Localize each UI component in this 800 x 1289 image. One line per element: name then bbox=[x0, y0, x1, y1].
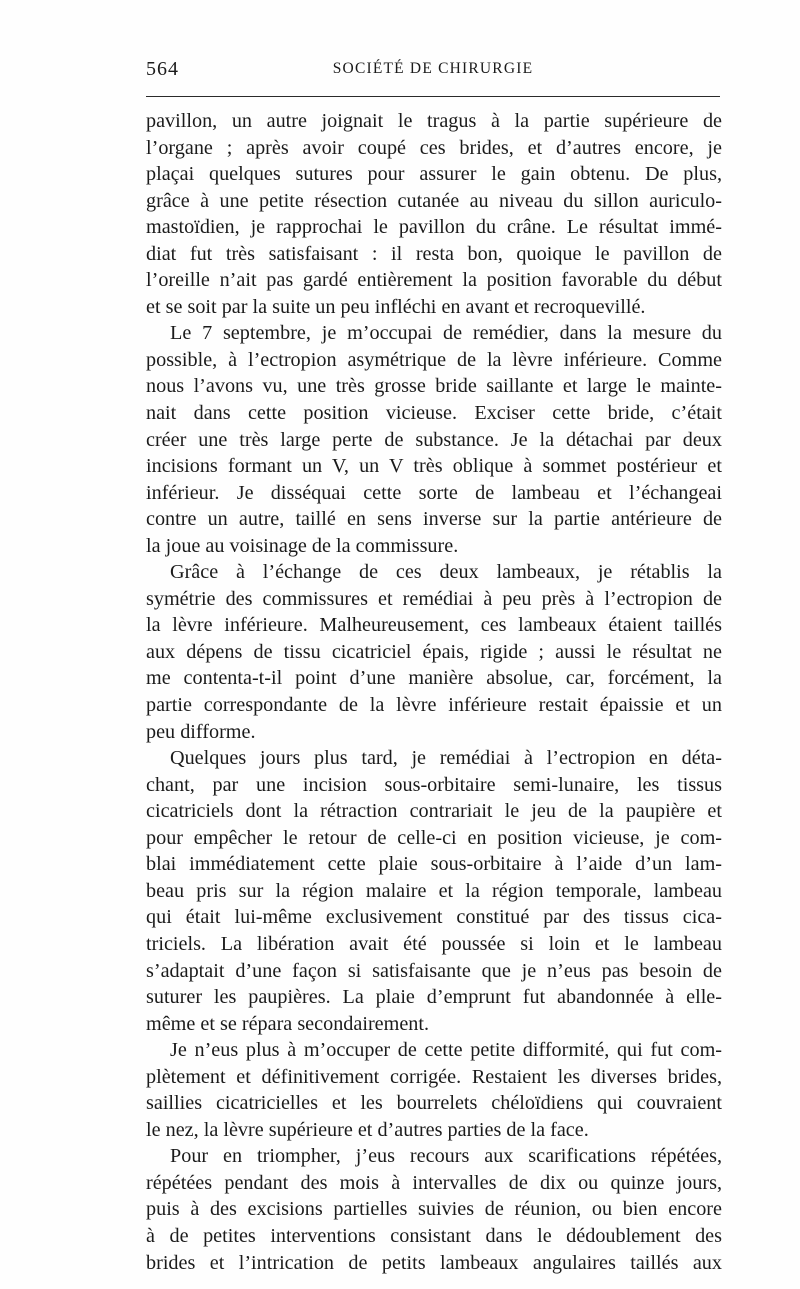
text-line: blai immédiatement cette plaie sous-orbitaire à l’aide d’un lam- bbox=[146, 853, 722, 876]
text-line: Le 7 septembre, je m’occupai de remédier, dans la mesure du bbox=[170, 322, 722, 345]
text-line: diat fut très satisfaisant : il resta bon, quoique le pavillon de bbox=[146, 242, 722, 265]
body-text bbox=[146, 108, 722, 1276]
text-line: Pour en triompher, j’eus recours aux scarifications répétées, bbox=[170, 1145, 722, 1168]
text-line: s’adaptait d’une façon si satisfaisante que je n’eus pas besoin de bbox=[146, 959, 722, 982]
text-line: beau pris sur la région malaire et la région temporale, lambeau bbox=[146, 879, 722, 902]
text-line: plètement et définitivement corrigée. Restaient les diverses brides, bbox=[146, 1065, 722, 1088]
text-line: brides et l’intrication de petits lambeaux angulaires taillés aux bbox=[146, 1251, 722, 1274]
text-line: Quelques jours plus tard, je remédiai à l’ectropion en déta- bbox=[170, 747, 722, 770]
page-header bbox=[146, 58, 720, 82]
text-line: même et se répara secondairement. bbox=[146, 1012, 430, 1035]
text-line: l’oreille n’ait pas gardé entièrement la position favorable du début bbox=[146, 269, 722, 292]
text-line: la joue au voisinage de la commissure. bbox=[146, 534, 459, 557]
text-line: cicatriciels dont la rétraction contrariait le jeu de la paupière et bbox=[146, 800, 722, 823]
text-line: contre un autre, taillé en sens inverse sur la partie antérieure de bbox=[146, 508, 722, 531]
text-line: inférieur. Je disséquai cette sorte de lambeau et l’échangeai bbox=[146, 481, 722, 504]
text-line: mastoïdien, je rapprochai le pavillon du crâne. Le résultat immé- bbox=[146, 216, 722, 239]
text-line: pour empêcher le retour de celle-ci en position vicieuse, je com- bbox=[146, 826, 722, 849]
text-line: me contenta-t-il point d’une manière absolue, car, forcément, la bbox=[146, 667, 722, 690]
text-line: triciels. La libération avait été poussée si loin et le lambeau bbox=[146, 932, 722, 955]
text-line: Je n’eus plus à m’occuper de cette petite difformité, qui fut com- bbox=[170, 1039, 722, 1062]
text-line: créer une très large perte de substance. Je la détachai par deux bbox=[146, 428, 722, 451]
text-line: chant, par une incision sous-orbitaire semi-lunaire, les tissus bbox=[146, 773, 722, 796]
text-line: saillies cicatricielles et les bourrelets chéloïdiens qui couvraient bbox=[146, 1092, 722, 1115]
text-line: à de petites interventions consistant dans le dédoublement des bbox=[146, 1224, 722, 1247]
text-line: la lèvre inférieure. Malheureusement, ces lambeaux étaient taillés bbox=[146, 614, 722, 637]
text-line: symétrie des commissures et remédiai à peu près à l’ectropion de bbox=[146, 587, 722, 610]
text-line: l’organe ; après avoir coupé ces brides, et d’autres encore, je bbox=[146, 136, 722, 159]
header-rule bbox=[146, 96, 720, 97]
text-line: puis à des excisions partielles suivies de réunion, ou bien encore bbox=[146, 1198, 722, 1221]
text-line: suturer les paupières. La plaie d’emprunt fut abandonnée à elle- bbox=[146, 986, 722, 1009]
text-line: Grâce à l’échange de ces deux lambeaux, je rétablis la bbox=[170, 561, 722, 584]
text-line: grâce à une petite résection cutanée au niveau du sillon auriculo- bbox=[146, 189, 722, 212]
running-title: SOCIÉTÉ DE CHIRURGIE bbox=[332, 60, 534, 77]
text-line: et se soit par la suite un peu infléchi en avant et recroquevillé. bbox=[146, 295, 646, 318]
page-number: 564 bbox=[146, 58, 179, 80]
text-line: aux dépens de tissu cicatriciel épais, rigide ; aussi le résultat ne bbox=[146, 640, 722, 663]
text-line: le nez, la lèvre supérieure et d’autres parties de la face. bbox=[146, 1118, 589, 1141]
text-line: peu difforme. bbox=[146, 720, 256, 743]
text-line: pavillon, un autre joignait le tragus à la partie supérieure de bbox=[146, 110, 722, 132]
text-line: nous l’avons vu, une très grosse bride saillante et large le mainte- bbox=[146, 375, 722, 398]
text-line: possible, à l’ectropion asymétrique de la lèvre inférieure. Comme bbox=[146, 348, 722, 371]
text-line: plaçai quelques sutures pour assurer le gain obtenu. De plus, bbox=[146, 163, 722, 186]
text-line: incisions formant un V, un V très oblique à sommet postérieur et bbox=[146, 455, 722, 478]
text-line: partie correspondante de la lèvre inférieure restait épaissie et un bbox=[146, 694, 722, 717]
text-line: nait dans cette position vicieuse. Exciser cette bride, c’était bbox=[146, 402, 722, 425]
text-line: qui était lui-même exclusivement constitué par des tissus cica- bbox=[146, 906, 722, 929]
text-line: répétées pendant des mois à intervalles de dix ou quinze jours, bbox=[146, 1171, 722, 1194]
